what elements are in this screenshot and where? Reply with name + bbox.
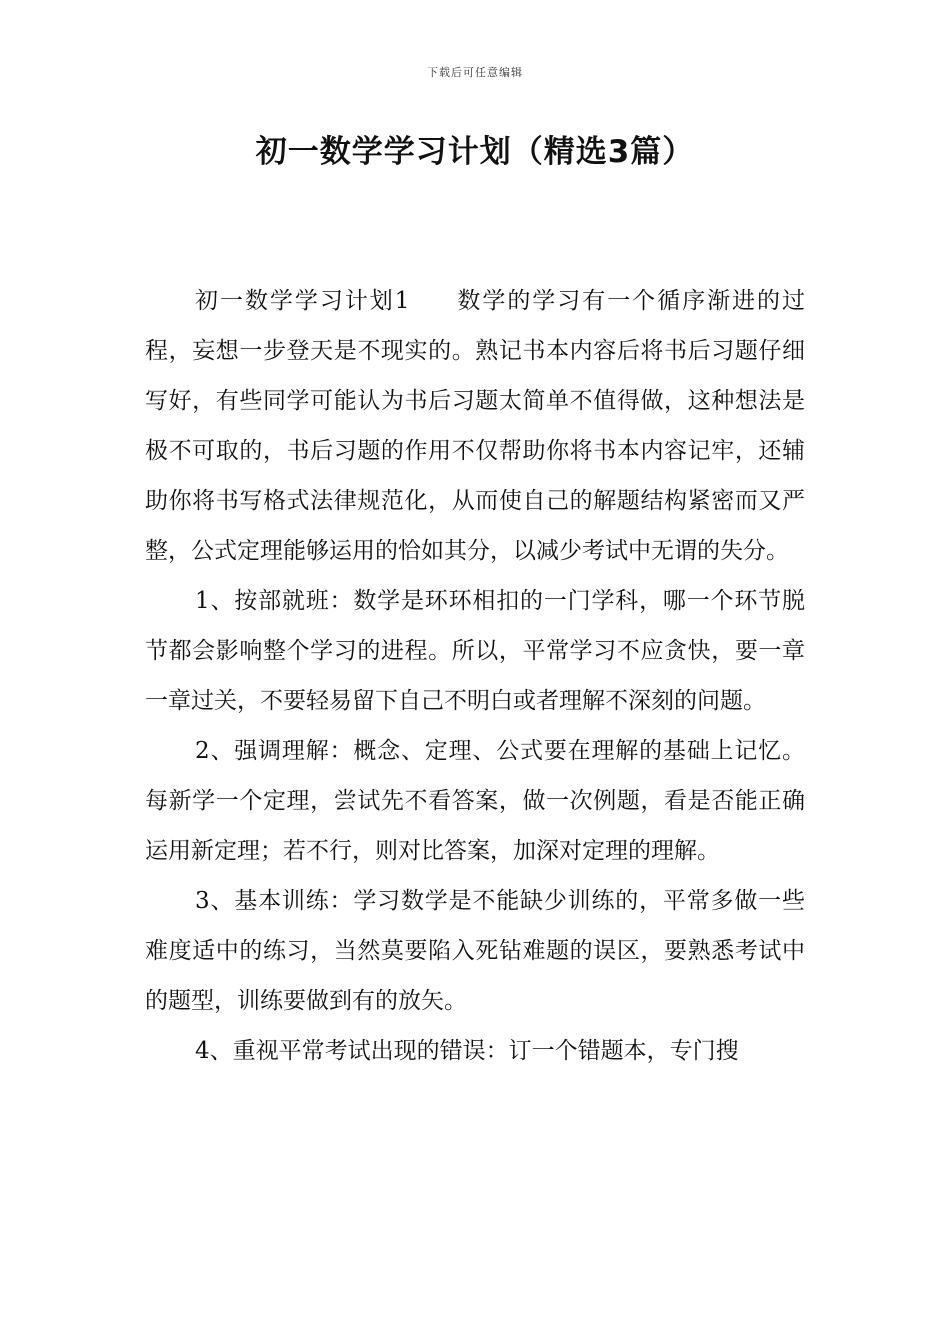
section-heading: 初一数学学习计划1 bbox=[195, 288, 410, 314]
paragraph-point-1: 1、按部就班：数学是环环相扣的一门学科，哪一个环节脱节都会影响整个学习的进程。所以，平常学习不应贪快，要一章一章过关，不要轻易留下自己不明白或者理解不深刻的问题。 bbox=[145, 588, 805, 714]
document-title: 初一数学学习计划（精选3篇） bbox=[255, 134, 695, 170]
header-note: 下载后可任意编辑 bbox=[427, 66, 523, 79]
paragraph-point-4: 4、重视平常考试出现的错误：订一个错题本，专门搜 bbox=[195, 1038, 739, 1064]
document-body bbox=[145, 276, 805, 1076]
paragraph-point-3: 3、基本训练：学习数学是不能缺少训练的，平常多做一些难度适中的练习，当然莫要陷入死钻难题的误区，要熟悉考试中的题型，训练要做到有的放矢。 bbox=[145, 888, 805, 1014]
paragraph-text: 数学的学习有一个循序渐进的过程，妄想一步登天是不现实的。熟记书本内容后将书后习题仔细写好，有些同学可能认为书后习题太简单不值得做，这种想法是极不可取的，书后习题的作用不仅帮助你将书本内容记牢，还辅助你将书写格式法律规范化，从而使自己的解题结构紧密而又严整，公式定理能够运用的恰如其分，以减少考试中无谓的失分。 bbox=[145, 288, 805, 564]
paragraph-intro bbox=[145, 276, 805, 576]
paragraph-point-2: 2、强调理解：概念、定理、公式要在理解的基础上记忆。每新学一个定理，尝试先不看答案，做一次例题，看是否能正确运用新定理；若不行，则对比答案，加深对定理的理解。 bbox=[145, 738, 805, 864]
